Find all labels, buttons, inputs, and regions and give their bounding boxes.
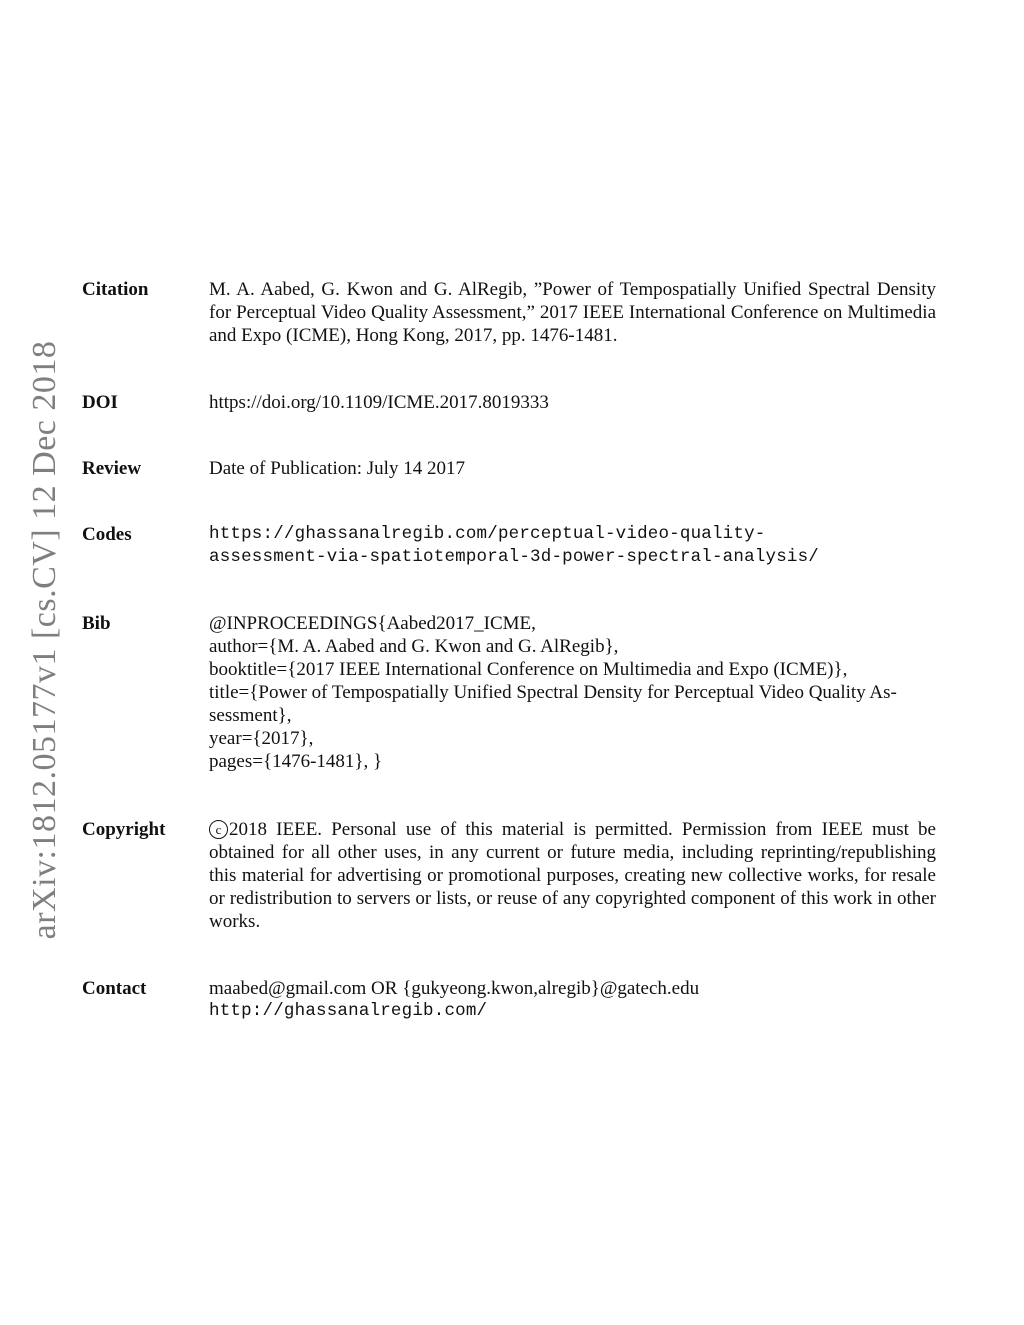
publication-date: Date of Publication: July 14 2017 bbox=[209, 458, 465, 479]
citation-text: M. A. Aabed, G. Kwon and G. AlRegib, ”Power of Tempospatially Unified Spectral Density for Perceptual Video Quality Assessment,” 2017 IEEE International Conference on Multimedia and Expo (ICME), Hong Kong, 2017, pp. 1476-1481. bbox=[209, 279, 936, 346]
bib-line-2: author={M. A. Aabed and G. Kwon and G. AlRegib}, bbox=[209, 636, 619, 657]
bib-line-1: @INPROCEEDINGS{Aabed2017_ICME, bbox=[209, 613, 536, 634]
bib-line-4: title={Power of Tempospatially Unified Spectral Density for Perceptual Video Quality As- bbox=[209, 682, 897, 703]
bib-line-7: pages={1476-1481}, } bbox=[209, 751, 383, 772]
copyright-symbol-icon: c bbox=[209, 820, 228, 839]
codes-link-line-1: https://ghassanalregib.com/perceptual-video-quality- bbox=[209, 524, 766, 544]
review-label: Review bbox=[82, 458, 142, 479]
bib-line-5: sessment}, bbox=[209, 705, 292, 726]
copyright-label: Copyright bbox=[82, 819, 166, 840]
contact-label: Contact bbox=[82, 978, 147, 999]
citation-label: Citation bbox=[82, 279, 149, 300]
bib-line-3: booktitle={2017 IEEE International Conference on Multimedia and Expo (ICME)}, bbox=[209, 659, 848, 680]
doi-link[interactable]: https://doi.org/10.1109/ICME.2017.8019333 bbox=[209, 392, 549, 413]
codes-link-line-2: assessment-via-spatiotemporal-3d-power-spectral-analysis/ bbox=[209, 547, 819, 567]
bib-label: Bib bbox=[82, 613, 111, 634]
copyright-text bbox=[209, 818, 936, 933]
contact-website-link[interactable]: http://ghassanalregib.com/ bbox=[209, 1001, 488, 1021]
codes-link[interactable] bbox=[209, 523, 936, 569]
codes-label: Codes bbox=[82, 524, 132, 545]
contact-email[interactable]: maabed@gmail.com OR {gukyeong.kwon,alregib}@gatech.edu bbox=[209, 978, 700, 999]
arxiv-identifier-stamp: arXiv:1812.05177v1 [cs.CV] 12 Dec 2018 bbox=[26, 340, 63, 940]
bib-line-6: year={2017}, bbox=[209, 728, 314, 749]
bibtex-block bbox=[209, 612, 936, 773]
copyright-notice: 2018 IEEE. Personal use of this material is permitted. Permission from IEEE must be obtained for all other uses, in any current or future media, including reprinting/republishing this material for advertising or promotional purposes, creating new collective works, for resale or redistribution to servers or lists, or reuse of any copyrighted component of this work in other works. bbox=[209, 819, 936, 932]
contact-details bbox=[209, 977, 936, 1023]
doi-label: DOI bbox=[82, 392, 118, 413]
